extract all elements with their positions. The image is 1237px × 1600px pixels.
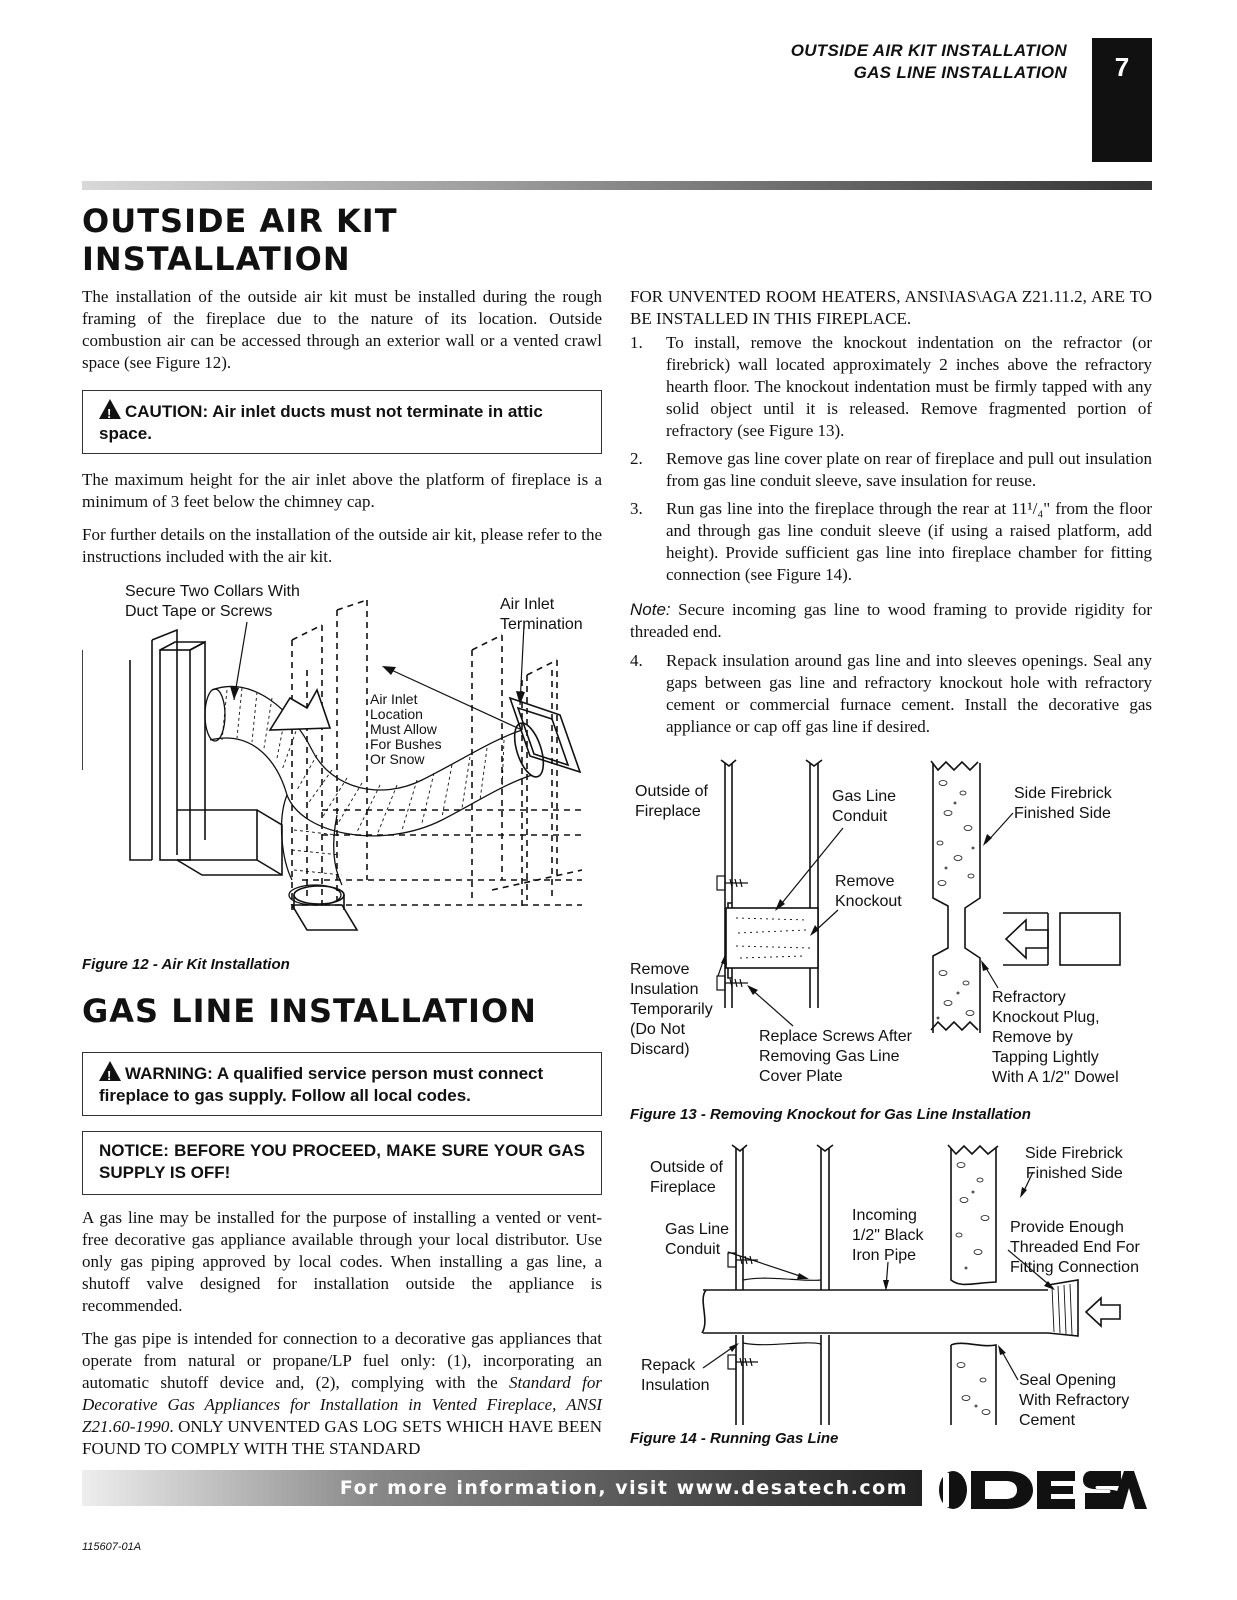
fig14-conduit-line2: Conduit: [665, 1241, 721, 1258]
fig13-outside-line1: Outside of: [635, 783, 708, 800]
fig14-threaded-end-line3: Fitting Connection: [1010, 1259, 1139, 1276]
fig13-refractory-plug-line1: Refractory: [992, 989, 1066, 1006]
header-rule: [82, 181, 1152, 190]
fig14-firebrick-line2: Finished Side: [1025, 1165, 1123, 1182]
desa-logo-mark: [935, 1470, 1150, 1510]
step-1-number: 1.: [630, 333, 643, 352]
notice-box: NOTICE: BEFORE YOU PROCEED, MAKE SURE YOUR GAS SUPPLY IS OFF!: [82, 1131, 602, 1195]
step-4-number: 4.: [630, 651, 643, 670]
fig14-threaded-end-label: [1010, 1218, 1140, 1278]
fig14-pipe-label: [852, 1206, 924, 1266]
figure-12-air-kit-illustration: [82, 580, 602, 950]
fig13-remove-insulation-line5: Discard): [630, 1041, 690, 1058]
note-label: Note:: [630, 600, 671, 619]
step-3: [630, 498, 1152, 586]
fig13-remove-knockout-line2: Knockout: [835, 893, 902, 910]
outside-air-title: [82, 202, 398, 278]
fig14-seal-line2: With Refractory: [1019, 1392, 1130, 1409]
step-4-wrap: [630, 650, 1152, 744]
gas-line-para2: [82, 1328, 602, 1460]
fig14-seal-line3: Cement: [1019, 1412, 1076, 1429]
installation-steps: [630, 332, 1152, 592]
fig14-outside-line2: Fireplace: [650, 1179, 716, 1196]
fig13-remove-insulation-line2: Insulation: [630, 981, 699, 998]
fig12-drawing: [82, 580, 602, 950]
fig13-conduit-label: [832, 787, 896, 827]
header-line-2: GAS LINE INSTALLATION: [853, 63, 1067, 82]
warning-icon: [99, 1061, 121, 1081]
outside-air-title-line1: OUTSIDE AIR KIT: [82, 202, 398, 240]
note: [630, 599, 1152, 643]
fig12-location-line4: For Bushes: [370, 736, 442, 752]
gas-line-para2-a: The gas pipe is intended for connection to a decorative gas appliances that operate from natural or propane/LP fuel only: (1), incorporating an automatic shutoff device and, (2), complying with the: [82, 1329, 602, 1392]
warning-box: [82, 1052, 602, 1116]
step-3-text: Run gas line into the fireplace through the rear at 11¹/₄" from the floor and through gas line conduit sleeve (if using a raised platform, add height). Provide sufficient gas line into fireplace chamber for fitting connection (see Figure 14).: [666, 499, 1152, 584]
fig14-seal-label: [1019, 1371, 1129, 1431]
fig13-outside-line2: Fireplace: [635, 803, 701, 820]
outside-air-para2: The maximum height for the air inlet above the platform of fireplace is a minimum of 3 feet below the chimney cap.: [82, 470, 602, 511]
gas-line-para2-standard: Standard for Decorative Gas Appliances for Installation in Vented Fireplace, ANSI Z21.60-1990: [82, 1373, 602, 1436]
warning-text: WARNING: A qualified service person must connect fireplace to gas supply. Follow all local codes.: [99, 1064, 544, 1105]
fig14-firebrick-line1: Side Firebrick: [1025, 1145, 1123, 1162]
outside-air-para3: For further details on the installation of the outside air kit, please refer to the instructions included with the air kit.: [82, 525, 602, 566]
footer-banner: For more information, visit www.desatech.com: [82, 1470, 922, 1506]
steps-list: [630, 332, 1152, 586]
note-text: Secure incoming gas line to wood framing to provide rigidity for threaded end.: [630, 600, 1152, 641]
fig14-pipe-line2: 1/2" Black: [852, 1227, 924, 1244]
fig13-remove-insulation-label: [630, 960, 713, 1060]
fig13-replace-screws-line3: Cover Plate: [759, 1068, 843, 1085]
fig14-firebrick-label: [1025, 1144, 1123, 1184]
fig13-refractory-plug-line5: With A 1/2" Dowel: [992, 1069, 1119, 1086]
fig13-refractory-plug-line2: Knockout Plug,: [992, 1009, 1100, 1026]
step-4-text: Repack insulation around gas line and into sleeves openings. Seal any gaps between gas line and refractory knockout hole with refractory cement or commercial furnace cement. Install the decorative gas appliance or cap off gas line if desired.: [666, 651, 1152, 736]
fig13-refractory-plug-line4: Tapping Lightly: [992, 1049, 1099, 1066]
step-3-number: 3.: [630, 499, 643, 518]
fig14-pipe-line3: Iron Pipe: [852, 1247, 917, 1264]
fig13-refractory-plug-line3: Remove by: [992, 1029, 1073, 1046]
fig14-pipe-line1: Incoming: [852, 1207, 917, 1224]
gas-line-para1: A gas line may be installed for the purpose of installing a vented or vent-free decorative gas appliance available through your local distributor. Use only gas piping approved by local codes. When installing a gas line, a shutoff valve designed for installation outside the appliance is recommended.: [82, 1208, 602, 1315]
fig13-remove-knockout-line1: Remove: [835, 873, 895, 890]
gas-line-title: GAS LINE INSTALLATION: [82, 992, 537, 1030]
fig13-conduit-line1: Gas Line: [832, 788, 897, 805]
fig12-termination-line2: Termination: [500, 616, 583, 633]
fig14-threaded-end-line1: Provide Enough: [1010, 1219, 1124, 1236]
caution-warning-icon: [99, 399, 121, 419]
gas-line-para2-continued: FOR UNVENTED ROOM HEATERS, ANSI\IAS\AGA Z21.11.2, ARE TO BE INSTALLED IN THIS FIREPLACE.: [630, 287, 1152, 328]
step-1: [630, 332, 1152, 442]
fig12-collars-line1: Secure Two Collars With: [125, 583, 300, 600]
fig14-repack-label: [641, 1356, 710, 1396]
running-header: [791, 40, 1067, 84]
fig13-firebrick-line2: Finished Side: [1014, 805, 1111, 822]
fig14-repack-line1: Repack: [641, 1357, 696, 1374]
steps-list-2: [630, 650, 1152, 738]
caution-box: [82, 390, 602, 454]
fig12-location-line2: Location: [370, 706, 423, 722]
header-line-1: OUTSIDE AIR KIT INSTALLATION: [790, 41, 1067, 60]
fig12-location-line5: Or Snow: [370, 751, 425, 767]
fig13-remove-insulation-line1: Remove: [630, 961, 690, 978]
fig12-location-line3: Must Allow: [370, 721, 437, 737]
outside-air-title-line2: INSTALLATION: [82, 240, 351, 278]
step-2-text: Remove gas line cover plate on rear of fireplace and pull out insulation from gas line conduit sleeve, save insulation for reuse.: [666, 449, 1152, 490]
figure-13-caption: Figure 13 - Removing Knockout for Gas Line Installation: [630, 1106, 1031, 1123]
fig13-remove-insulation-line4: (Do Not: [630, 1021, 686, 1038]
fig14-repack-line2: Insulation: [641, 1377, 710, 1394]
caution-text: CAUTION: Air inlet ducts must not terminate in attic space.: [99, 402, 543, 443]
fig14-conduit-label: [665, 1220, 729, 1260]
fig13-conduit-line2: Conduit: [832, 808, 888, 825]
fig14-outside-label: [650, 1158, 723, 1198]
fig13-replace-screws-line1: Replace Screws After: [759, 1028, 912, 1045]
figure-12-caption: Figure 12 - Air Kit Installation: [82, 956, 290, 973]
figure-14-gas-line-illustration: [628, 1140, 1152, 1430]
step-2: [630, 448, 1152, 492]
part-number: 115607-01A: [82, 1541, 142, 1553]
fig13-replace-screws-line2: Removing Gas Line: [759, 1048, 900, 1065]
fig14-seal-line1: Seal Opening: [1019, 1372, 1116, 1389]
fig12-termination-line1: Air Inlet: [500, 596, 555, 613]
fig13-firebrick-label: [1014, 784, 1112, 824]
fig13-remove-knockout-label: [835, 872, 902, 912]
gas-line-para2-b: . ONLY UNVENTED GAS LOG SETS WHICH HAVE BEEN FOUND TO COMPLY WITH THE STANDARD: [82, 1417, 602, 1458]
fig13-replace-screws-label: [759, 1027, 912, 1087]
step-4: [630, 650, 1152, 738]
fig14-conduit-line1: Gas Line: [665, 1221, 730, 1238]
step-1-text: To install, remove the knockout indentation on the refractor (or firebrick) wall located approximately 2 inches above the refractory hearth floor. The knockout indentation must be firmly tapped with any solid object until it is released. Remove fragmented portion of refractory (see Figure 13).: [666, 333, 1152, 440]
fig14-threaded-end-line2: Threaded End For: [1010, 1239, 1140, 1256]
fig12-location-line1: Air Inlet: [370, 691, 418, 707]
fig13-refractory-plug-label: [992, 988, 1119, 1088]
figure-14-caption: Figure 14 - Running Gas Line: [630, 1430, 839, 1447]
fig14-outside-line1: Outside of: [650, 1159, 723, 1176]
fig12-collars-line2: Duct Tape or Screws: [125, 603, 273, 620]
fig13-firebrick-line1: Side Firebrick: [1014, 785, 1112, 802]
figure-13-knockout-illustration: [628, 758, 1152, 1093]
fig13-outside-label: [635, 782, 708, 822]
outside-air-para1: The installation of the outside air kit must be installed during the rough framing of the fireplace due to the nature of its location. Outside combustion air can be accessed through an exterior wall or a vented crawl space (see Figure 12).: [82, 287, 602, 372]
step-2-number: 2.: [630, 449, 643, 468]
page-number: 7: [1092, 38, 1152, 162]
fig13-remove-insulation-line3: Temporarily: [630, 1001, 713, 1018]
desa-logo: [935, 1470, 1150, 1510]
